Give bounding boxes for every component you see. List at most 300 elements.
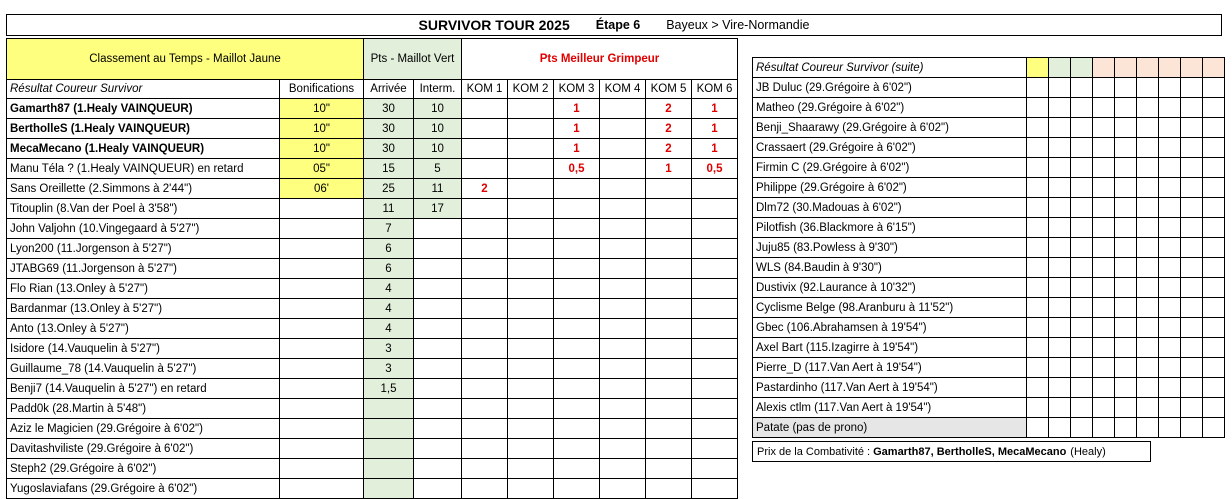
- kom1-points: [462, 259, 508, 279]
- table-row: [753, 398, 1225, 418]
- empty-cell: [1093, 418, 1115, 438]
- table-row: [753, 238, 1225, 258]
- bonification-cell: [280, 319, 364, 339]
- empty-cell: [1027, 158, 1049, 178]
- table-row: [753, 278, 1225, 298]
- kom4-points: [600, 319, 646, 339]
- empty-cell: [1049, 178, 1071, 198]
- empty-cell: [1027, 338, 1049, 358]
- kom3-points: [554, 359, 600, 379]
- section-climb: Pts Meilleur Grimpeur: [462, 39, 738, 80]
- kom6-points: 0,5: [692, 159, 738, 179]
- empty-cell: [1115, 78, 1137, 98]
- empty-cell: [1093, 198, 1115, 218]
- empty-cell: [1027, 298, 1049, 318]
- kom4-points: [600, 299, 646, 319]
- empty-cell: [1137, 278, 1159, 298]
- col-header-kom4: KOM 4: [600, 80, 646, 99]
- empty-cell: [1159, 398, 1181, 418]
- table-row: [7, 259, 738, 279]
- table-row: [753, 218, 1225, 238]
- interm-points: [414, 259, 462, 279]
- rider-result: JTABG69 (11.Jorgenson à 5'27"): [7, 259, 280, 279]
- table-row: [753, 258, 1225, 278]
- kom5-points: [646, 199, 692, 219]
- interm-points: 10: [414, 99, 462, 119]
- rider-result: Alexis ctlm (117.Van Aert à 19'54"): [753, 398, 1027, 418]
- empty-cell: [1181, 278, 1203, 298]
- arrivee-points: [364, 479, 414, 499]
- standings-table: [6, 38, 738, 499]
- empty-cell: [1027, 238, 1049, 258]
- rider-result: Titouplin (8.Van der Poel à 3'58"): [7, 199, 280, 219]
- empty-cell: [1115, 338, 1137, 358]
- empty-cell: [1115, 318, 1137, 338]
- empty-cell: [1049, 258, 1071, 278]
- kom5-points: [646, 379, 692, 399]
- empty-cell: [1093, 398, 1115, 418]
- empty-cell: [1181, 358, 1203, 378]
- kom2-points: [508, 259, 554, 279]
- table-row: [753, 318, 1225, 338]
- bonification-cell: 10": [280, 139, 364, 159]
- empty-cell: [1159, 378, 1181, 398]
- table-row: [753, 98, 1225, 118]
- kom4-points: [600, 439, 646, 459]
- empty-cell: [1049, 338, 1071, 358]
- empty-cell: [1203, 358, 1225, 378]
- empty-cell: [1071, 258, 1093, 278]
- empty-cell: [1203, 398, 1225, 418]
- table-row: [7, 119, 738, 139]
- kom1-points: [462, 339, 508, 359]
- combativity-box: [752, 441, 1151, 462]
- kom6-points: [692, 339, 738, 359]
- marker-pink: [1159, 58, 1181, 78]
- table-row: [753, 418, 1225, 438]
- empty-cell: [1159, 278, 1181, 298]
- interm-points: [414, 459, 462, 479]
- empty-cell: [1115, 238, 1137, 258]
- arrivee-points: [364, 419, 414, 439]
- table-row: [7, 299, 738, 319]
- table-row: [7, 359, 738, 379]
- arrivee-points: [364, 399, 414, 419]
- arrivee-points: 4: [364, 319, 414, 339]
- empty-cell: [1159, 198, 1181, 218]
- rider-result: Pilotfish (36.Blackmore à 6'15"): [753, 218, 1027, 238]
- arrivee-points: 25: [364, 179, 414, 199]
- empty-cell: [1093, 358, 1115, 378]
- bonification-cell: [280, 419, 364, 439]
- standings-table-continued: [752, 57, 1225, 438]
- empty-cell: [1093, 338, 1115, 358]
- kom6-points: [692, 399, 738, 419]
- rider-result: Philippe (29.Grégoire à 6'02"): [753, 178, 1027, 198]
- title-bar: [6, 14, 1222, 36]
- empty-cell: [1093, 218, 1115, 238]
- empty-cell: [1203, 278, 1225, 298]
- rider-result: Axel Bart (115.Izagirre à 19'54"): [753, 338, 1027, 358]
- kom1-points: [462, 159, 508, 179]
- kom6-points: [692, 319, 738, 339]
- table-row: [753, 198, 1225, 218]
- empty-cell: [1049, 398, 1071, 418]
- col-header-bonif: Bonifications: [280, 80, 364, 99]
- empty-cell: [1093, 78, 1115, 98]
- interm-points: [414, 379, 462, 399]
- empty-cell: [1159, 258, 1181, 278]
- empty-cell: [1115, 178, 1137, 198]
- empty-cell: [1137, 158, 1159, 178]
- table-row: [7, 159, 738, 179]
- rider-result: Manu Téla ? (1.Healy VAINQUEUR) en retard: [7, 159, 280, 179]
- rider-result: Lyon200 (11.Jorgenson à 5'27"): [7, 239, 280, 259]
- empty-cell: [1203, 318, 1225, 338]
- empty-cell: [1027, 198, 1049, 218]
- marker-yellow: [1027, 58, 1049, 78]
- kom3-points: 1: [554, 119, 600, 139]
- kom6-points: [692, 379, 738, 399]
- empty-cell: [1049, 138, 1071, 158]
- empty-cell: [1159, 138, 1181, 158]
- bonification-cell: 10": [280, 119, 364, 139]
- col-header-interm: Interm.: [414, 80, 462, 99]
- empty-cell: [1071, 198, 1093, 218]
- empty-cell: [1071, 178, 1093, 198]
- empty-cell: [1115, 298, 1137, 318]
- empty-cell: [1159, 158, 1181, 178]
- empty-cell: [1027, 278, 1049, 298]
- empty-cell: [1071, 398, 1093, 418]
- empty-cell: [1159, 338, 1181, 358]
- kom6-points: [692, 299, 738, 319]
- kom1-points: [462, 479, 508, 499]
- kom4-points: [600, 399, 646, 419]
- arrivee-points: 30: [364, 99, 414, 119]
- kom6-points: [692, 419, 738, 439]
- kom3-points: [554, 479, 600, 499]
- kom1-points: [462, 119, 508, 139]
- arrivee-points: 11: [364, 199, 414, 219]
- empty-cell: [1181, 338, 1203, 358]
- kom5-points: 2: [646, 139, 692, 159]
- kom5-points: [646, 339, 692, 359]
- empty-cell: [1203, 78, 1225, 98]
- kom5-points: [646, 399, 692, 419]
- empty-cell: [1071, 278, 1093, 298]
- table-row: [7, 199, 738, 219]
- kom4-points: [600, 359, 646, 379]
- empty-cell: [1027, 258, 1049, 278]
- kom6-points: [692, 199, 738, 219]
- empty-cell: [1203, 98, 1225, 118]
- kom4-points: [600, 179, 646, 199]
- empty-cell: [1159, 98, 1181, 118]
- empty-cell: [1115, 258, 1137, 278]
- empty-cell: [1181, 98, 1203, 118]
- empty-cell: [1049, 158, 1071, 178]
- kom2-points: [508, 359, 554, 379]
- kom3-points: [554, 379, 600, 399]
- empty-cell: [1137, 378, 1159, 398]
- empty-cell: [1159, 238, 1181, 258]
- empty-cell: [1137, 418, 1159, 438]
- empty-cell: [1137, 298, 1159, 318]
- kom1-points: [462, 299, 508, 319]
- empty-cell: [1027, 358, 1049, 378]
- empty-cell: [1181, 158, 1203, 178]
- interm-points: [414, 399, 462, 419]
- empty-cell: [1181, 78, 1203, 98]
- empty-cell: [1137, 318, 1159, 338]
- kom5-points: [646, 439, 692, 459]
- rider-result: Juju85 (83.Powless à 9'30"): [753, 238, 1027, 258]
- kom6-points: [692, 439, 738, 459]
- bonification-cell: [280, 399, 364, 419]
- kom1-points: 2: [462, 179, 508, 199]
- empty-cell: [1071, 378, 1093, 398]
- route-label: Bayeux > Vire-Normandie: [666, 18, 810, 32]
- rider-result: Crassaert (29.Grégoire à 6'02"): [753, 138, 1027, 158]
- empty-cell: [1203, 258, 1225, 278]
- empty-cell: [1203, 178, 1225, 198]
- empty-cell: [1071, 118, 1093, 138]
- empty-cell: [1027, 378, 1049, 398]
- rider-result: Gbec (106.Abrahamsen à 19'54"): [753, 318, 1027, 338]
- kom1-points: [462, 399, 508, 419]
- table-row: [7, 139, 738, 159]
- table-row: [753, 178, 1225, 198]
- col-header-kom5: KOM 5: [646, 80, 692, 99]
- empty-cell: [1137, 258, 1159, 278]
- kom4-points: [600, 259, 646, 279]
- empty-cell: [1203, 158, 1225, 178]
- empty-cell: [1159, 78, 1181, 98]
- kom2-points: [508, 239, 554, 259]
- rider-result: Yugoslaviafans (29.Grégoire à 6'02"): [7, 479, 280, 499]
- marker-pink: [1137, 58, 1159, 78]
- empty-cell: [1159, 298, 1181, 318]
- empty-cell: [1093, 298, 1115, 318]
- table-row: [7, 279, 738, 299]
- empty-cell: [1093, 118, 1115, 138]
- kom3-points: [554, 299, 600, 319]
- kom4-points: [600, 139, 646, 159]
- empty-cell: [1027, 78, 1049, 98]
- table-row: [753, 118, 1225, 138]
- empty-cell: [1159, 118, 1181, 138]
- empty-cell: [1137, 78, 1159, 98]
- kom6-points: [692, 459, 738, 479]
- interm-points: [414, 339, 462, 359]
- empty-cell: [1049, 78, 1071, 98]
- arrivee-points: 1,5: [364, 379, 414, 399]
- empty-cell: [1049, 298, 1071, 318]
- kom4-points: [600, 379, 646, 399]
- kom6-points: [692, 279, 738, 299]
- empty-cell: [1181, 398, 1203, 418]
- bonification-cell: [280, 359, 364, 379]
- kom1-points: [462, 219, 508, 239]
- interm-points: [414, 279, 462, 299]
- interm-points: 10: [414, 139, 462, 159]
- empty-cell: [1049, 98, 1071, 118]
- interm-points: [414, 439, 462, 459]
- table-row: [753, 78, 1225, 98]
- empty-cell: [1071, 298, 1093, 318]
- col-header-arrivee: Arrivée: [364, 80, 414, 99]
- empty-cell: [1159, 178, 1181, 198]
- empty-cell: [1115, 418, 1137, 438]
- kom6-points: [692, 359, 738, 379]
- kom5-points: [646, 279, 692, 299]
- kom2-points: [508, 399, 554, 419]
- interm-points: 10: [414, 119, 462, 139]
- empty-cell: [1181, 378, 1203, 398]
- empty-cell: [1181, 118, 1203, 138]
- arrivee-points: 7: [364, 219, 414, 239]
- kom6-points: 1: [692, 139, 738, 159]
- rider-result: Anto (13.Onley à 5'27"): [7, 319, 280, 339]
- col-header-kom6: KOM 6: [692, 80, 738, 99]
- kom4-points: [600, 339, 646, 359]
- col-header-kom3: KOM 3: [554, 80, 600, 99]
- empty-cell: [1115, 278, 1137, 298]
- kom1-points: [462, 199, 508, 219]
- empty-cell: [1049, 218, 1071, 238]
- rider-result: Steph2 (29.Grégoire à 6'02"): [7, 459, 280, 479]
- kom6-points: [692, 259, 738, 279]
- kom2-points: [508, 419, 554, 439]
- empty-cell: [1181, 198, 1203, 218]
- kom2-points: [508, 319, 554, 339]
- empty-cell: [1137, 138, 1159, 158]
- kom5-points: 2: [646, 99, 692, 119]
- rider-result: Isidore (14.Vauquelin à 5'27"): [7, 339, 280, 359]
- kom2-points: [508, 279, 554, 299]
- empty-cell: [1071, 318, 1093, 338]
- rider-result: MecaMecano (1.Healy VAINQUEUR): [7, 139, 280, 159]
- kom6-points: [692, 239, 738, 259]
- kom6-points: 1: [692, 99, 738, 119]
- empty-cell: [1137, 178, 1159, 198]
- empty-cell: [1115, 198, 1137, 218]
- kom4-points: [600, 159, 646, 179]
- bonification-cell: [280, 379, 364, 399]
- kom4-points: [600, 479, 646, 499]
- empty-cell: [1027, 98, 1049, 118]
- empty-cell: [1093, 378, 1115, 398]
- kom3-points: [554, 319, 600, 339]
- col-header-rider: Résultat Coureur Survivor: [7, 80, 280, 99]
- empty-cell: [1093, 278, 1115, 298]
- empty-cell: [1181, 318, 1203, 338]
- kom5-points: [646, 239, 692, 259]
- kom5-points: [646, 459, 692, 479]
- interm-points: [414, 299, 462, 319]
- arrivee-points: [364, 439, 414, 459]
- empty-cell: [1203, 238, 1225, 258]
- empty-cell: [1093, 238, 1115, 258]
- empty-cell: [1203, 338, 1225, 358]
- empty-cell: [1071, 338, 1093, 358]
- kom2-points: [508, 379, 554, 399]
- empty-cell: [1203, 198, 1225, 218]
- table-row: [7, 339, 738, 359]
- rider-result: Pierre_D (117.Van Aert à 19'54"): [753, 358, 1027, 378]
- table-row: [753, 298, 1225, 318]
- kom3-points: [554, 419, 600, 439]
- rider-result: Benji7 (14.Vauquelin à 5'27") en retard: [7, 379, 280, 399]
- empty-cell: [1181, 238, 1203, 258]
- arrivee-points: [364, 459, 414, 479]
- empty-cell: [1049, 238, 1071, 258]
- empty-cell: [1203, 118, 1225, 138]
- empty-cell: [1159, 358, 1181, 378]
- kom4-points: [600, 99, 646, 119]
- empty-cell: [1159, 218, 1181, 238]
- bonification-cell: 10": [280, 99, 364, 119]
- empty-cell: [1181, 138, 1203, 158]
- table-row: [7, 399, 738, 419]
- section-time: Classement au Temps - Maillot Jaune: [7, 39, 364, 80]
- kom6-points: [692, 479, 738, 499]
- arrivee-points: 4: [364, 279, 414, 299]
- kom1-points: [462, 279, 508, 299]
- kom2-points: [508, 479, 554, 499]
- arrivee-points: 3: [364, 359, 414, 379]
- kom2-points: [508, 219, 554, 239]
- kom1-points: [462, 459, 508, 479]
- kom5-points: 1: [646, 159, 692, 179]
- kom4-points: [600, 199, 646, 219]
- kom1-points: [462, 319, 508, 339]
- empty-cell: [1049, 378, 1071, 398]
- empty-cell: [1115, 138, 1137, 158]
- kom4-points: [600, 219, 646, 239]
- kom4-points: [600, 119, 646, 139]
- empty-cell: [1027, 218, 1049, 238]
- empty-cell: [1115, 358, 1137, 378]
- empty-cell: [1137, 358, 1159, 378]
- bonification-cell: [280, 239, 364, 259]
- kom2-points: [508, 179, 554, 199]
- kom3-points: 1: [554, 99, 600, 119]
- kom3-points: [554, 439, 600, 459]
- empty-cell: [1093, 158, 1115, 178]
- table-row: [7, 179, 738, 199]
- rider-result: John Valjohn (10.Vingegaard à 5'27"): [7, 219, 280, 239]
- empty-cell: [1071, 418, 1093, 438]
- arrivee-points: 30: [364, 119, 414, 139]
- empty-cell: [1093, 138, 1115, 158]
- kom3-points: [554, 259, 600, 279]
- col-header-kom1: KOM 1: [462, 80, 508, 99]
- bonification-cell: [280, 439, 364, 459]
- empty-cell: [1115, 158, 1137, 178]
- rider-result: Pastardinho (117.Van Aert à 19'54"): [753, 378, 1027, 398]
- empty-cell: [1181, 218, 1203, 238]
- empty-cell: [1181, 178, 1203, 198]
- kom2-points: [508, 299, 554, 319]
- bonification-cell: [280, 339, 364, 359]
- bonification-cell: [280, 199, 364, 219]
- empty-cell: [1027, 118, 1049, 138]
- table-row: [7, 219, 738, 239]
- kom3-points: [554, 219, 600, 239]
- empty-cell: [1159, 418, 1181, 438]
